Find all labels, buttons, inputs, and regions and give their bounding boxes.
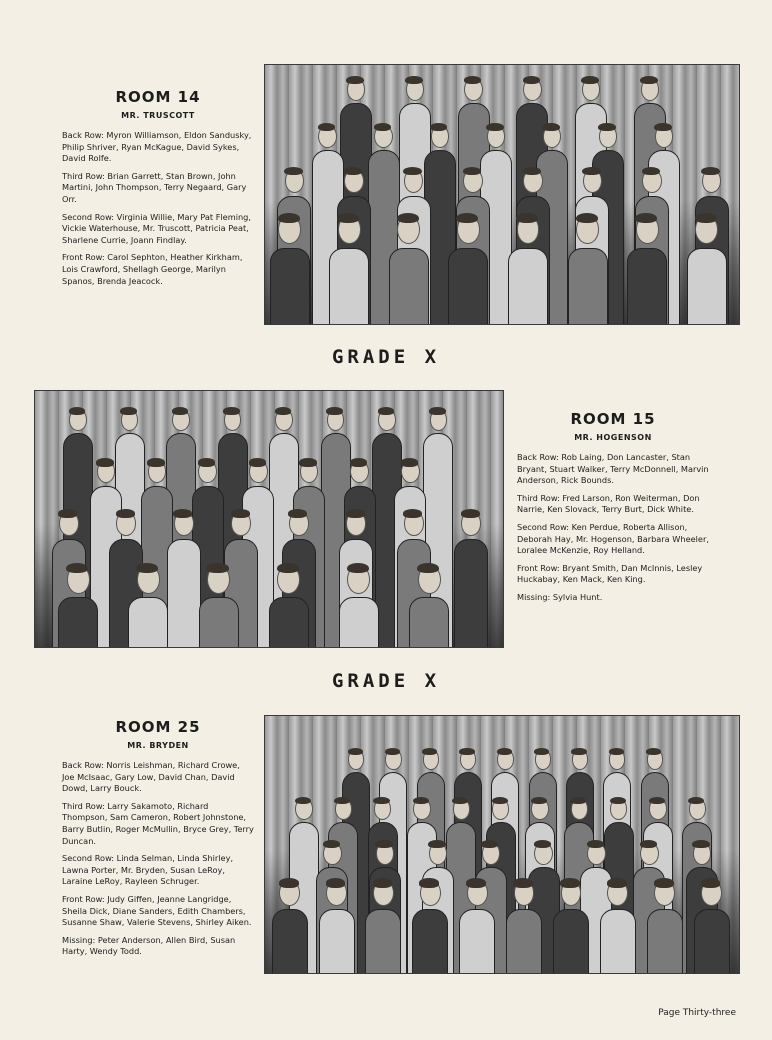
student-figure — [600, 880, 634, 973]
room-15-front-row: Front Row: Bryant Smith, Dan McInnis, Lesley Huckabay, Ken Mack, Ken King. — [517, 562, 703, 585]
student-figure — [329, 215, 367, 324]
room-25-third-row: Third Row: Larry Sakamoto, Richard Thompson, Sam Cameron, Robert Johnstone, Barry Butlin, Roger McMullin, Bryce Grey, Terry Duncan. — [62, 800, 254, 846]
student-figure — [506, 880, 540, 973]
room-25-title: ROOM 25 — [115, 718, 201, 736]
room-14-caption — [62, 88, 254, 293]
room-14-third-row: Third Row: Brian Garrett, Stan Brown, John Martini, John Thompson, Terry Negaard, Gary Orr. — [62, 170, 247, 204]
room-25-second-row: Second Row: Linda Selman, Linda Shirley, Lawna Porter, Mr. Bryden, Susan LeRoy, Laraine LeRoy, Rayleen Schruger. — [62, 853, 234, 887]
student-figure — [508, 215, 546, 324]
student-figure — [553, 880, 587, 973]
room-14-teacher: MR. TRUSCOTT — [121, 111, 195, 120]
room-15-caption — [517, 410, 709, 610]
student-figure — [199, 565, 237, 647]
student-figure — [319, 880, 353, 973]
student-figure — [412, 880, 446, 973]
student-figure — [167, 511, 199, 647]
student-figure — [627, 215, 665, 324]
room-14-title: ROOM 14 — [115, 88, 201, 106]
student-figure — [365, 880, 399, 973]
student-figure — [647, 880, 681, 973]
room-14-back-row: Back Row: Myron Williamson, Eldon Sandusky, Philip Shriver, Ryan McKague, David Sykes, David Rolfe. — [62, 130, 252, 164]
student-figure — [128, 565, 166, 647]
room-14-front-row: Front Row: Carol Sephton, Heather Kirkham, Lois Crawford, Shellagh George, Marilyn Spanos, Brenda Jeacock. — [62, 252, 243, 286]
room-25-back-row: Back Row: Norris Leishman, Richard Crowe, Joe McIsaac, Gary Low, David Chan, David Dowd, Larry Bouck. — [62, 760, 240, 794]
student-figure — [694, 880, 728, 973]
room-15-second-row: Second Row: Ken Perdue, Roberta Allison, Deborah Hay, Mr. Hogenson, Barbara Wheeler, Loralee McKenzie, Roy Helland. — [517, 521, 709, 556]
student-figure — [272, 880, 306, 973]
room-14-class-photo — [264, 64, 740, 325]
room-15-title: ROOM 15 — [570, 410, 656, 428]
room-25-missing: Missing: Peter Anderson, Allen Bird, Susan Harty, Wendy Todd. — [62, 934, 236, 957]
room-15-class-photo — [34, 390, 504, 648]
grade-heading-1: GRADE X — [331, 346, 441, 368]
student-figure — [454, 511, 486, 647]
student-figure — [389, 215, 427, 324]
room-15-third-row: Third Row: Fred Larson, Ron Weiterman, Don Narrie, Ken Slovack, Terry Burt, Dick White. — [517, 492, 700, 515]
student-figure — [339, 565, 377, 647]
room-15-teacher: MR. HOGENSON — [574, 433, 652, 442]
student-figure — [459, 880, 493, 973]
room-15-back-row: Back Row: Rob Laing, Don Lancaster, Stan Bryant, Stuart Walker, Terry McDonnell, Marvin Anderson, Rick Bounds. — [517, 452, 709, 486]
student-figure — [687, 215, 725, 324]
grade-heading-2: GRADE X — [331, 670, 441, 692]
room-25-class-photo — [264, 715, 740, 974]
room-25-front-row: Front Row: Judy Giffen, Jeanne Langridge, Sheila Dick, Diane Sanders, Edith Chambers, Susanne Shaw, Valerie Stevens, Shirley Aiken. — [62, 893, 252, 928]
room-15-missing: Missing: Sylvia Hunt. — [517, 591, 603, 602]
student-figure — [270, 215, 308, 324]
room-14-second-row: Second Row: Virginia Willie, Mary Pat Fleming, Vickie Waterhouse, Mr. Truscott, Patricia Peat, Sharlene Currie, Joann Findlay. — [62, 211, 251, 245]
student-figure — [448, 215, 486, 324]
student-figure — [409, 565, 447, 647]
student-figure — [269, 565, 307, 647]
student-figure — [58, 565, 96, 647]
room-25-teacher: MR. BRYDEN — [127, 741, 189, 750]
student-figure — [568, 215, 606, 324]
room-25-caption — [62, 718, 254, 964]
page-number: Page Thirty-three — [658, 1008, 736, 1018]
